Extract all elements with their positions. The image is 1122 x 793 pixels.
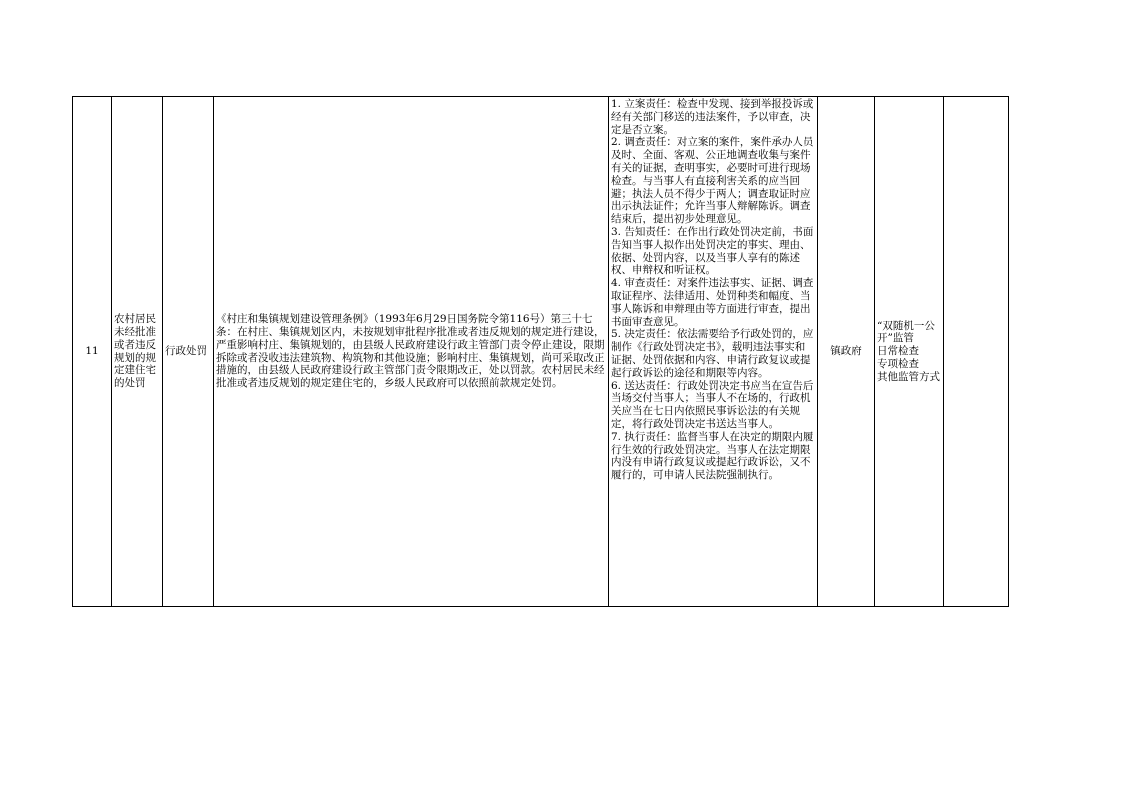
supervision-item: 专项检查 <box>877 357 919 370</box>
supervision-cell <box>875 97 944 607</box>
row-number-cell: 11 <box>73 97 112 607</box>
table-row <box>73 97 1009 607</box>
responsibility-item: 2. 调查责任：对立案的案件，案件承办人员及时、全面、客观、公正地调查收集与案件有关的证据，查明事实，必要时可进行现场检查。与当事人有直接利害关系的应当回避；执法人员不得少于两人；调查取证时应出示执法证件；允许当事人辩解陈诉。调查结束后，提出初步处理意见。 <box>611 136 814 226</box>
item-name-cell: 农村居民未经批准或者违反规划的规定建住宅的处罚 <box>112 97 163 607</box>
responsibility-item: 4. 审查责任：对案件违法事实、证据、调查取证程序、法律适用、处罚种类和幅度、当事人陈诉和申辩理由等方面进行审查，提出书面审查意见。 <box>611 277 814 328</box>
subject-cell: 镇政府 <box>818 97 875 607</box>
responsibility-item: 7. 执行责任：监督当事人在决定的期限内履行生效的行政处罚决定。当事人在法定期限内没有申请行政复议或提起行政诉讼，又不履行的，可申请人民法院强制执行。 <box>611 430 814 482</box>
supervision-item: 日常检查 <box>877 345 919 358</box>
responsibility-item: 6. 送达责任：行政处罚决定书应当在宣告后当场交付当事人；当事人不在场的，行政机关应当在七日内依照民事诉讼法的有关规定，将行政处罚决定书送达当事人。 <box>611 379 814 430</box>
responsibilities-cell <box>609 97 818 607</box>
responsibility-item: 3. 告知责任：在作出行政处罚决定前，书面告知当事人拟作出处罚决定的事实、理由、依据、处罚内容，以及当事人享有的陈述权、申辩权和听证权。 <box>611 225 814 277</box>
supervision-item: “双随机一公开”监管 <box>877 319 935 345</box>
remark-cell <box>944 97 1009 607</box>
category-cell: 行政处罚 <box>163 97 214 607</box>
supervision-item: 其他监管方式 <box>877 370 940 383</box>
legal-basis-cell: 《村庄和集镇规划建设管理条例》（1993年6月29日国务院令第116号）第三十七条：在村庄、集镇规划区内，未按规划审批程序批准或者违反规划的规定进行建设，严重影响村庄、集镇规划的，由县级人民政府建设行政主管部门责令停止建设，限期拆除或者没收违法建筑物、构筑物和其他设施；影响村庄、集镇规划，尚可采取改正措施的，由县级人民政府建设行政主管部门责令限期改正，处以罚款。农村居民未经批准或者违反规划的规定建住宅的，乡级人民政府可以依照前款规定处罚。 <box>214 97 609 607</box>
responsibility-item: 1. 立案责任：检查中发现、接到举报投诉或经有关部门移送的违法案件，予以审查，决定是否立案。 <box>611 98 814 136</box>
responsibility-item: 5. 决定责任：依法需要给予行政处罚的，应制作《行政处罚决定书》，载明违法事实和证据、处罚依据和内容、申请行政复议或提起行政诉讼的途径和期限等内容。 <box>611 328 814 379</box>
power-list-table <box>72 96 1009 607</box>
